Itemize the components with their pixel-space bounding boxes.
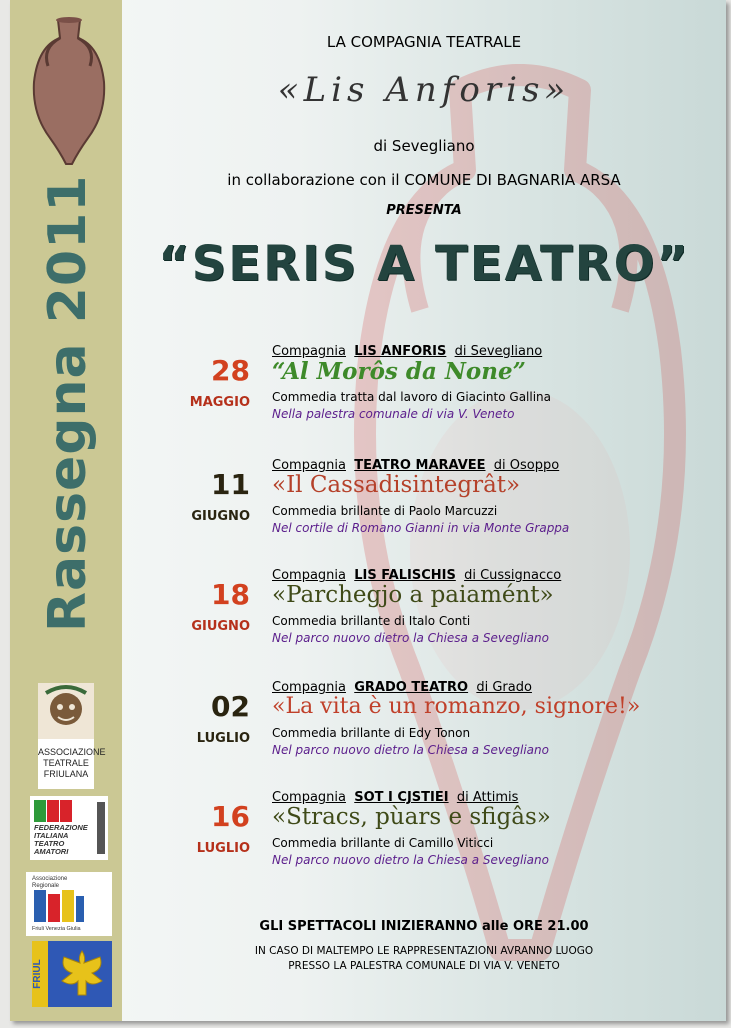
event-company-prefix: Compagnia (272, 790, 346, 805)
event-month: MAGGIO (189, 395, 250, 410)
event-company-suffix: di Cussignacco (464, 568, 562, 583)
event-company-name: GRADO TEATRO (354, 680, 469, 695)
event-company (272, 568, 561, 583)
fita-bar (97, 802, 105, 854)
logo-fita-line-3: TEATRO (34, 839, 65, 848)
logo-ar-line-2: Regionale (32, 883, 60, 889)
event-company-name: LIS ANFORIS (354, 344, 447, 359)
event-month: LUGLIO (196, 731, 250, 746)
logo-fita-line-4: AMATORI (34, 847, 69, 856)
logo-ar-line-1: Associazione (32, 876, 68, 882)
event-title: «La vita è un romanzo, signore!» (272, 694, 641, 719)
event-venue: Nel parco nuovo dietro la Chiesa a Sevegliano (272, 743, 549, 757)
friul-label: FRIUL (32, 959, 43, 989)
event-description: Commedia tratta dal lavoro di Giacinto Gallina (272, 390, 552, 404)
event-day: 16 (211, 800, 250, 833)
event-company (272, 680, 532, 695)
event-company-suffix: di Sevegliano (454, 344, 543, 359)
event-item (122, 568, 726, 668)
logo-friul (32, 941, 112, 1007)
event-company-prefix: Compagnia (272, 344, 346, 359)
footer-rain-line-2: PRESSO LA PALESTRA COMUNALE DI VIA V. VENETO (288, 960, 560, 972)
event-title: «Stracs, pùars e sfigâs» (272, 804, 551, 830)
header-presenta: PRESENTA (386, 203, 462, 218)
footer-start-time: GLI SPETTACOLI INIZIERANNO alle ORE 21.00 (259, 919, 589, 934)
event-day: 11 (211, 468, 250, 501)
event-description: Commedia brillante di Camillo Viticci (272, 836, 494, 850)
sidebar (10, 0, 122, 1021)
logo-associazione-regionale (26, 872, 112, 936)
event-venue: Nel parco nuovo dietro la Chiesa a Sevegliano (272, 631, 549, 645)
logo-ar-line-3: Friuli Venezia Giulia (32, 926, 81, 932)
event-company (272, 790, 518, 805)
event-title: “Al Morôs da None” (272, 358, 526, 385)
header-location: di Sevegliano (373, 137, 475, 155)
main-title: “SERIS A TEATRO” (158, 236, 690, 292)
event-item (122, 680, 726, 780)
poster (10, 0, 726, 1021)
event-company-prefix: Compagnia (272, 568, 346, 583)
event-item (122, 458, 726, 558)
event-day: 28 (211, 354, 250, 387)
event-day: 02 (211, 690, 250, 723)
event-company-suffix: di Grado (476, 680, 532, 695)
event-month: LUGLIO (196, 841, 250, 856)
eagle-icon (56, 947, 108, 1001)
event-company-suffix: di Attimis (456, 790, 519, 805)
event-company-suffix: di Osoppo (493, 458, 560, 473)
amphora-icon (30, 14, 108, 166)
event-company (272, 458, 559, 473)
event-venue: Nella palestra comunale di via V. Veneto (272, 407, 515, 421)
event-description: Commedia brillante di Paolo Marcuzzi (272, 504, 498, 518)
logo-atf-line-3: FRIULANA (43, 769, 89, 779)
event-description: Commedia brillante di Italo Conti (272, 614, 471, 628)
event-company-prefix: Compagnia (272, 680, 346, 695)
event-description: Commedia brillante di Edy Tonon (272, 726, 471, 740)
header-company-intro: LA COMPAGNIA TEATRALE (326, 33, 522, 51)
logo-fita-line-2: ITALIANA (34, 831, 69, 840)
event-company-name: TEATRO MARAVEE (354, 458, 486, 473)
fita-flag-icon (34, 800, 72, 822)
event-company-name: LIS FALISCHIS (354, 568, 456, 583)
vertical-title-text: Rassegna 2011 (38, 174, 98, 632)
event-day: 18 (211, 578, 250, 611)
event-company (272, 344, 542, 359)
event-venue: Nel cortile di Romano Gianni in via Monte Grappa (272, 521, 570, 535)
event-item (122, 344, 726, 444)
logo-associazione-teatrale-friulana (38, 683, 106, 789)
event-company-prefix: Compagnia (272, 458, 346, 473)
event-month: GIUGNO (191, 509, 250, 524)
logo-atf-line-1: ASSOCIAZIONE (38, 747, 106, 757)
footer-rain-notice (122, 944, 726, 974)
regional-flag-icon (34, 890, 84, 922)
logo-fita (30, 796, 108, 860)
logo-fita-line-1: FEDERAZIONE (34, 823, 88, 832)
header-collaboration: in collaborazione con il COMUNE DI BAGNARIA ARSA (227, 171, 621, 189)
logo-atf-line-2: TEATRALE (43, 758, 89, 768)
event-title: «Parchegjo a paiamént» (272, 582, 554, 608)
footer-rain-line-1: IN CASO DI MALTEMPO LE RAPPRESENTAZIONI AVRANNO LUOGO (254, 945, 594, 957)
event-month: GIUGNO (191, 619, 250, 634)
event-item (122, 790, 726, 890)
event-title: «Il Cassadisintegrât» (272, 472, 521, 498)
header-company-name: «Lis Anforis» (277, 70, 571, 110)
event-venue: Nel parco nuovo dietro la Chiesa a Sevegliano (272, 853, 549, 867)
mask-emblem-icon (38, 683, 94, 739)
event-company-name: SOT I CJSTIEI (354, 790, 449, 805)
